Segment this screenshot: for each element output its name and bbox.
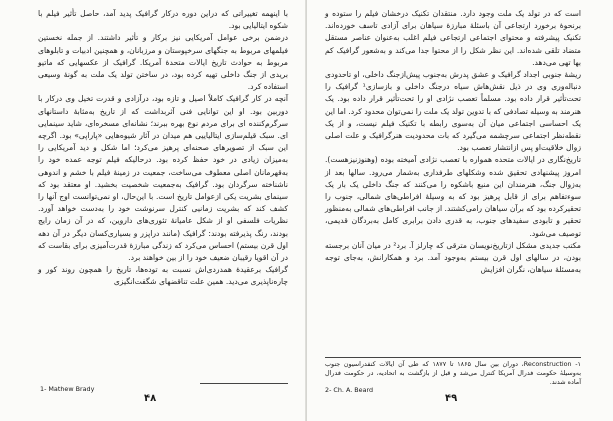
footnote-divider (325, 357, 581, 358)
paragraph: است که در تولد یک ملت وجود دارد. منتقدان تکنیک درخشان فیلم را ستوده و برنحوهٔ برخورد ارتجاعی آن باسئلهٔ مبارزهٔ سیاهان برای آزادی تاسف خورده‌اند. تکنیک پیشرفته و محتوای اجتماعی ارتجاعی فیلم اغلب به‌عنوان عناصر مستقل متضاد تلقی شده‌اند. این نظر شکل را از محتوا جدا می‌کند و به‌شعور گرافیک کم بها تهی می‌دهد. (325, 9, 581, 67)
paragraph: مکتب جدیدی مشکل ازتاریخ‌نویسان مترقی که چارلز آ. برد² در میان آنان برجسته بودن، در سالهای اول قرن بیستم به‌وجود آمد. برد و همکارانش، به‌جای توجه به‌مسئلهٔ سیاهان، نگران افزایش (325, 240, 581, 275)
paragraph: درضمن برخی عوامل آمریکایی نیز برکار و تأثیر داشتند. از جمله نخستین فیلمهای مربوط به جنگهای سرخپوستان و مرزبانان، و همچنین ادبیات و تابلوهای مربوط به حوادث تاریخ ایالات متحدهٔ آمریکا. گرافیک از عکسهایی که ماتیو بریدی از جنگ داخلی تهیه کرده بود، در ساختن تولد یک ملت به گونهٔ وسیعی استفاده کرد. (38, 33, 288, 92)
paragraph: ریشهٔ جنوبی اجداد گرافیک و عشق پدرش به‌جنوب پیش‌ازجنگ داخلی، او تاحدودی دنباله‌وری وی در ذیل نقش‌هاش سیاه درجنگ داخلی و بازسازی¹ گرافیک را تحت‌تأثیر قرار داده بود. مسلماً تعصب نژادی او را تحت‌تأثیر قرار داده بود. یک هنرمند به وسیله تصادفی که با تدوین تولد یک ملت را نمی‌توان محدود کرد. اما این یک احساسی اجتماعی میان آن به‌سوی رابطه با تکنیک فیلم نیست، و از یک نقطه‌نظر اجتماعی سرچشمه می‌گیرد که بات محدودیت هنرگرافیک و علت اصلی زوال خلاقیت‌او پس ازانتشار تعصب بود. (325, 70, 581, 153)
paragraph: تاریخ‌نگاری در ایالات متحده همواره با تعصب نژادی آمیخته بوده (وهنوزنیزهست). امروز پیشنهادی تحقیق شده وشکلهای طرفداری به‌شمار می‌رود. سالها بعد از به‌زوال جنگ، هنرمندان این منبع باشکوه را می‌کنند که جنگ داخلی یک بار یک سوءتفاهم برای از قابل پرهیز بود که به وسیلهٔ افراطی‌های شمالی، جنوب را تحقیرکرده بود که برآن سیاهان رامی‌کشتند. از جانب افراطی‌های شمالی به‌منظور تحقیر و تابودی سفیدهای جنوب، به قدری دادن برابری کامل به‌بردگان قدیمی، توصیف می‌شود. (325, 155, 581, 238)
footnote: ۱- Reconstruction، دوران بین سال ۱۸۶۵ تا ۱۸۷۷ که طی آن ایالات کنفدراسیون جنوب به‌وسیلهٔ حکومت فدرال آمریکا کنترل می‌شد و قبل از بازگشت به اتحادیه، در حکومت فدرال آماده شدند. (325, 360, 581, 386)
paragraph: با اینهمه تغییراتی که دراین دوره درکار گرافیک پدید آمد، حاصل تأثیر فیلم با شکوه ایتالیایی بود. (38, 9, 288, 31)
paragraph: گرافیک برعقیدهٔ همدردی‌اش نسبت به توده‌ها، تاریخ را همچون روند کور و چاره‌ناپذیری می‌دید. همین علت تناقضهای شگفت‌انگیزی (38, 265, 288, 287)
page-number: ۴۹ (445, 393, 458, 404)
right-page (307, 0, 613, 421)
footnote: 1- Mathew Brady (40, 385, 95, 393)
right-page-body (325, 8, 581, 276)
paragraph: آنچه در کار گرافیک کاملاً اصیل و تازه بود، درآزادی و قدرت تخیل وی درکار با دوربین بود. او این توانایی فنی آثربداشت که از تاریخ به‌مثابهٔ داستانهای سرگرم‌کننده ای برای مردم نوع بهره ببرند؛ نشانه‌ای مسخره‌ای، شاید سینمایی ای. سبک قیلم‌سازی ایتالیاییی هم میدان در آثار شیوه‌هایی «پاراپی» بود. اگرچه این سبک از تصویرهای صحنه‌ای پرهیز می‌کرد؛ اما شکل و دید آمریکایی را به‌میزان زیادی در خود حفظ کرده بود. درحالیکه فیلم توجه عمده خود را به‌قهرمانان اصلی معطوف می‌ساخت، جمعیت در زمینهٔ فیلم با خشم و اندوهی ناشناخته سرگردان بود. گرافیک به‌جمعیت شخصیت بخشید. او معتقد بود که سینمای بشریت یکی ازعوامل تاریخ است. با این‌حال، او نمی‌توانست اوج آنها را کشف کند که بشریت زمانیی کنترل سرنوشت خود را به‌دست خواهد آورد. نظریات فلسفی او از شکل عامیانهٔ تئوری‌های داروین، که در آن زمان رایج بودند، رنگ پذیرفته بودند: گرافیک (مانند دراپزر و بسیاری‌کسان دیگر در آن دهه اول قرن بیستم) احساس می‌کرد که زندگی مبارزهٔ قدرت‌آمیزی برای بقاست که در آن اقویا رقیبان ضعیف خود را از بین خواهند برد. (38, 94, 288, 263)
left-page (0, 0, 306, 421)
footnote: 2- Ch. A. Beard (325, 386, 374, 394)
footnote-divider (200, 383, 288, 384)
left-page-body (38, 8, 288, 289)
page-number: ۴۸ (144, 393, 157, 404)
